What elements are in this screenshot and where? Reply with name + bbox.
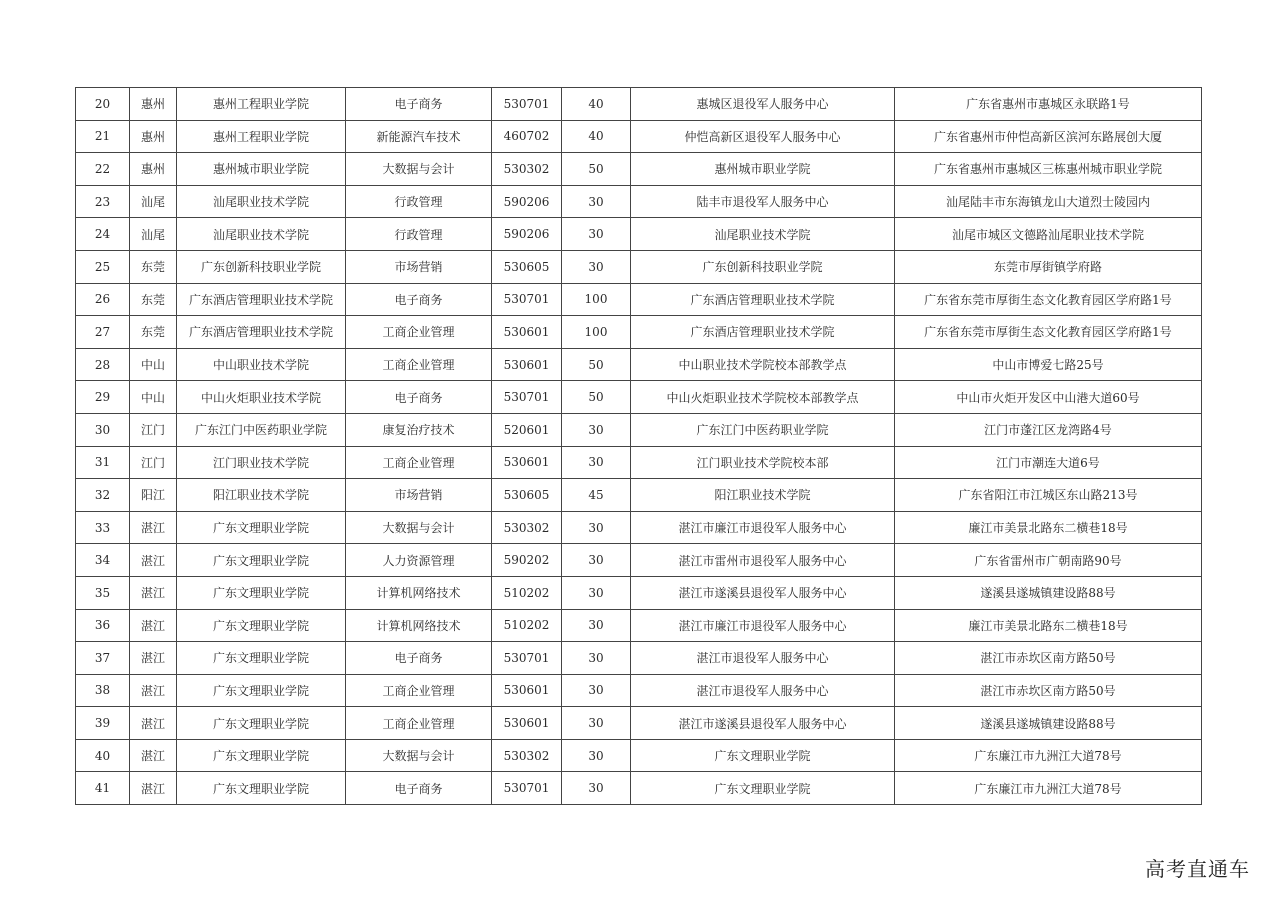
cell-row-number: 32 [76,479,130,512]
cell-major: 大数据与会计 [346,153,492,186]
cell-major: 电子商务 [346,381,492,414]
cell-major: 工商企业管理 [346,446,492,479]
cell-teaching-site: 江门职业技术学院校本部 [631,446,895,479]
table-body [76,88,1202,805]
table-row [76,511,1202,544]
table-row [76,348,1202,381]
cell-school: 汕尾职业技术学院 [177,185,346,218]
cell-address: 江门市蓬江区龙湾路4号 [895,413,1202,446]
cell-quota: 50 [562,153,631,186]
cell-school: 广东文理职业学院 [177,674,346,707]
cell-address: 中山市火炬开发区中山港大道60号 [895,381,1202,414]
cell-school: 广东文理职业学院 [177,772,346,805]
cell-quota: 50 [562,381,631,414]
cell-major-code: 530601 [492,707,562,740]
cell-major: 计算机网络技术 [346,576,492,609]
cell-major: 工商企业管理 [346,674,492,707]
cell-major-code: 530605 [492,479,562,512]
cell-major-code: 530701 [492,772,562,805]
cell-major: 市场营销 [346,250,492,283]
cell-address: 江门市潮连大道6号 [895,446,1202,479]
cell-quota: 30 [562,446,631,479]
cell-city: 东莞 [130,250,177,283]
cell-row-number: 35 [76,576,130,609]
cell-teaching-site: 湛江市退役军人服务中心 [631,642,895,675]
table-row [76,446,1202,479]
cell-major-code: 530601 [492,316,562,349]
cell-row-number: 33 [76,511,130,544]
cell-address: 廉江市美景北路东二横巷18号 [895,511,1202,544]
table-row [76,576,1202,609]
cell-row-number: 21 [76,120,130,153]
cell-quota: 40 [562,120,631,153]
cell-quota: 40 [562,88,631,121]
cell-major: 工商企业管理 [346,348,492,381]
cell-city: 汕尾 [130,218,177,251]
cell-city: 湛江 [130,609,177,642]
cell-address: 汕尾市城区文德路汕尾职业技术学院 [895,218,1202,251]
cell-teaching-site: 陆丰市退役军人服务中心 [631,185,895,218]
table-row [76,316,1202,349]
cell-address: 广东廉江市九洲江大道78号 [895,739,1202,772]
cell-city: 湛江 [130,642,177,675]
table-row [76,772,1202,805]
cell-school: 广东文理职业学院 [177,707,346,740]
cell-school: 汕尾职业技术学院 [177,218,346,251]
watermark-text: 高考直通车 [1145,857,1250,881]
cell-city: 惠州 [130,88,177,121]
cell-school: 惠州工程职业学院 [177,88,346,121]
cell-major: 市场营销 [346,479,492,512]
cell-major-code: 460702 [492,120,562,153]
cell-major-code: 530601 [492,446,562,479]
cell-major-code: 590206 [492,185,562,218]
cell-address: 广东省惠州市仲恺高新区滨河东路展创大厦 [895,120,1202,153]
cell-row-number: 29 [76,381,130,414]
cell-quota: 30 [562,185,631,218]
cell-quota: 30 [562,674,631,707]
cell-school: 广东江门中医药职业学院 [177,413,346,446]
table-row [76,250,1202,283]
cell-quota: 100 [562,283,631,316]
cell-address: 东莞市厚街镇学府路 [895,250,1202,283]
cell-address: 中山市博爱七路25号 [895,348,1202,381]
cell-city: 惠州 [130,120,177,153]
cell-major-code: 530701 [492,283,562,316]
cell-quota: 30 [562,218,631,251]
cell-major-code: 530701 [492,88,562,121]
cell-school: 广东文理职业学院 [177,544,346,577]
cell-school: 阳江职业技术学院 [177,479,346,512]
cell-city: 东莞 [130,316,177,349]
table-row [76,218,1202,251]
cell-city: 湛江 [130,739,177,772]
cell-address: 遂溪县遂城镇建设路88号 [895,707,1202,740]
cell-school: 惠州城市职业学院 [177,153,346,186]
cell-row-number: 39 [76,707,130,740]
cell-major-code: 590206 [492,218,562,251]
table-row [76,739,1202,772]
cell-address: 廉江市美景北路东二横巷18号 [895,609,1202,642]
cell-teaching-site: 阳江职业技术学院 [631,479,895,512]
cell-city: 湛江 [130,772,177,805]
table-row [76,153,1202,186]
cell-major: 电子商务 [346,88,492,121]
cell-quota: 30 [562,250,631,283]
cell-city: 东莞 [130,283,177,316]
table-row [76,413,1202,446]
cell-row-number: 41 [76,772,130,805]
cell-teaching-site: 惠城区退役军人服务中心 [631,88,895,121]
cell-school: 中山职业技术学院 [177,348,346,381]
cell-row-number: 20 [76,88,130,121]
cell-row-number: 28 [76,348,130,381]
cell-city: 汕尾 [130,185,177,218]
cell-school: 广东文理职业学院 [177,609,346,642]
cell-quota: 30 [562,609,631,642]
cell-row-number: 24 [76,218,130,251]
cell-major: 行政管理 [346,218,492,251]
cell-row-number: 23 [76,185,130,218]
cell-city: 中山 [130,348,177,381]
cell-major-code: 530302 [492,153,562,186]
table-row [76,283,1202,316]
cell-major-code: 530701 [492,642,562,675]
cell-major: 计算机网络技术 [346,609,492,642]
table-row [76,544,1202,577]
cell-address: 湛江市赤坎区南方路50号 [895,674,1202,707]
cell-major-code: 530302 [492,739,562,772]
cell-address: 广东省东莞市厚街生态文化教育园区学府路1号 [895,283,1202,316]
cell-city: 湛江 [130,576,177,609]
cell-address: 汕尾陆丰市东海镇龙山大道烈士陵园内 [895,185,1202,218]
table-row [76,381,1202,414]
cell-city: 江门 [130,446,177,479]
cell-major: 电子商务 [346,283,492,316]
table-row [76,674,1202,707]
cell-teaching-site: 广东江门中医药职业学院 [631,413,895,446]
cell-teaching-site: 湛江市遂溪县退役军人服务中心 [631,707,895,740]
cell-teaching-site: 广东文理职业学院 [631,739,895,772]
cell-major-code: 530302 [492,511,562,544]
cell-major: 康复治疗技术 [346,413,492,446]
cell-quota: 50 [562,348,631,381]
cell-city: 湛江 [130,674,177,707]
cell-quota: 30 [562,772,631,805]
cell-teaching-site: 汕尾职业技术学院 [631,218,895,251]
cell-teaching-site: 仲恺高新区退役军人服务中心 [631,120,895,153]
cell-quota: 30 [562,576,631,609]
cell-school: 广东创新科技职业学院 [177,250,346,283]
cell-major: 大数据与会计 [346,739,492,772]
cell-major-code: 530701 [492,381,562,414]
cell-city: 江门 [130,413,177,446]
table-row [76,707,1202,740]
cell-row-number: 40 [76,739,130,772]
cell-city: 阳江 [130,479,177,512]
cell-major: 工商企业管理 [346,316,492,349]
cell-school: 广东文理职业学院 [177,642,346,675]
cell-major: 电子商务 [346,642,492,675]
cell-address: 遂溪县遂城镇建设路88号 [895,576,1202,609]
cell-row-number: 25 [76,250,130,283]
cell-teaching-site: 湛江市廉江市退役军人服务中心 [631,609,895,642]
cell-major-code: 530601 [492,348,562,381]
cell-quota: 30 [562,707,631,740]
cell-quota: 30 [562,413,631,446]
cell-school: 江门职业技术学院 [177,446,346,479]
cell-city: 湛江 [130,511,177,544]
cell-quota: 30 [562,739,631,772]
cell-city: 湛江 [130,707,177,740]
cell-address: 湛江市赤坎区南方路50号 [895,642,1202,675]
cell-quota: 30 [562,511,631,544]
cell-teaching-site: 湛江市退役军人服务中心 [631,674,895,707]
cell-major-code: 530605 [492,250,562,283]
cell-city: 惠州 [130,153,177,186]
cell-address: 广东廉江市九洲江大道78号 [895,772,1202,805]
table-row [76,642,1202,675]
cell-major-code: 510202 [492,609,562,642]
table-row [76,185,1202,218]
cell-major: 电子商务 [346,772,492,805]
cell-teaching-site: 中山火炬职业技术学院校本部教学点 [631,381,895,414]
cell-teaching-site: 惠州城市职业学院 [631,153,895,186]
cell-quota: 30 [562,642,631,675]
cell-school: 中山火炬职业技术学院 [177,381,346,414]
table-row [76,88,1202,121]
cell-major: 行政管理 [346,185,492,218]
table-row [76,120,1202,153]
cell-address: 广东省阳江市江城区东山路213号 [895,479,1202,512]
cell-school: 广东酒店管理职业技术学院 [177,283,346,316]
table-row [76,479,1202,512]
cell-teaching-site: 广东酒店管理职业技术学院 [631,316,895,349]
cell-teaching-site: 湛江市雷州市退役军人服务中心 [631,544,895,577]
cell-quota: 30 [562,544,631,577]
cell-major: 大数据与会计 [346,511,492,544]
cell-major-code: 520601 [492,413,562,446]
cell-teaching-site: 湛江市廉江市退役军人服务中心 [631,511,895,544]
cell-city: 中山 [130,381,177,414]
cell-address: 广东省惠州市惠城区三栋惠州城市职业学院 [895,153,1202,186]
cell-address: 广东省雷州市广朝南路90号 [895,544,1202,577]
cell-city: 湛江 [130,544,177,577]
cell-school: 广东酒店管理职业技术学院 [177,316,346,349]
cell-school: 广东文理职业学院 [177,576,346,609]
cell-major-code: 530601 [492,674,562,707]
cell-school: 广东文理职业学院 [177,511,346,544]
enrollment-table [75,87,1202,805]
cell-address: 广东省东莞市厚街生态文化教育园区学府路1号 [895,316,1202,349]
cell-row-number: 37 [76,642,130,675]
cell-school: 惠州工程职业学院 [177,120,346,153]
cell-quota: 45 [562,479,631,512]
cell-major: 工商企业管理 [346,707,492,740]
cell-row-number: 31 [76,446,130,479]
cell-row-number: 30 [76,413,130,446]
cell-row-number: 27 [76,316,130,349]
cell-address: 广东省惠州市惠城区永联路1号 [895,88,1202,121]
cell-row-number: 36 [76,609,130,642]
cell-teaching-site: 广东创新科技职业学院 [631,250,895,283]
cell-row-number: 26 [76,283,130,316]
cell-teaching-site: 广东酒店管理职业技术学院 [631,283,895,316]
cell-school: 广东文理职业学院 [177,739,346,772]
cell-major: 人力资源管理 [346,544,492,577]
cell-row-number: 38 [76,674,130,707]
cell-major-code: 590202 [492,544,562,577]
cell-quota: 100 [562,316,631,349]
cell-row-number: 34 [76,544,130,577]
cell-major-code: 510202 [492,576,562,609]
cell-row-number: 22 [76,153,130,186]
cell-major: 新能源汽车技术 [346,120,492,153]
cell-teaching-site: 湛江市遂溪县退役军人服务中心 [631,576,895,609]
table-row [76,609,1202,642]
cell-teaching-site: 广东文理职业学院 [631,772,895,805]
cell-teaching-site: 中山职业技术学院校本部教学点 [631,348,895,381]
